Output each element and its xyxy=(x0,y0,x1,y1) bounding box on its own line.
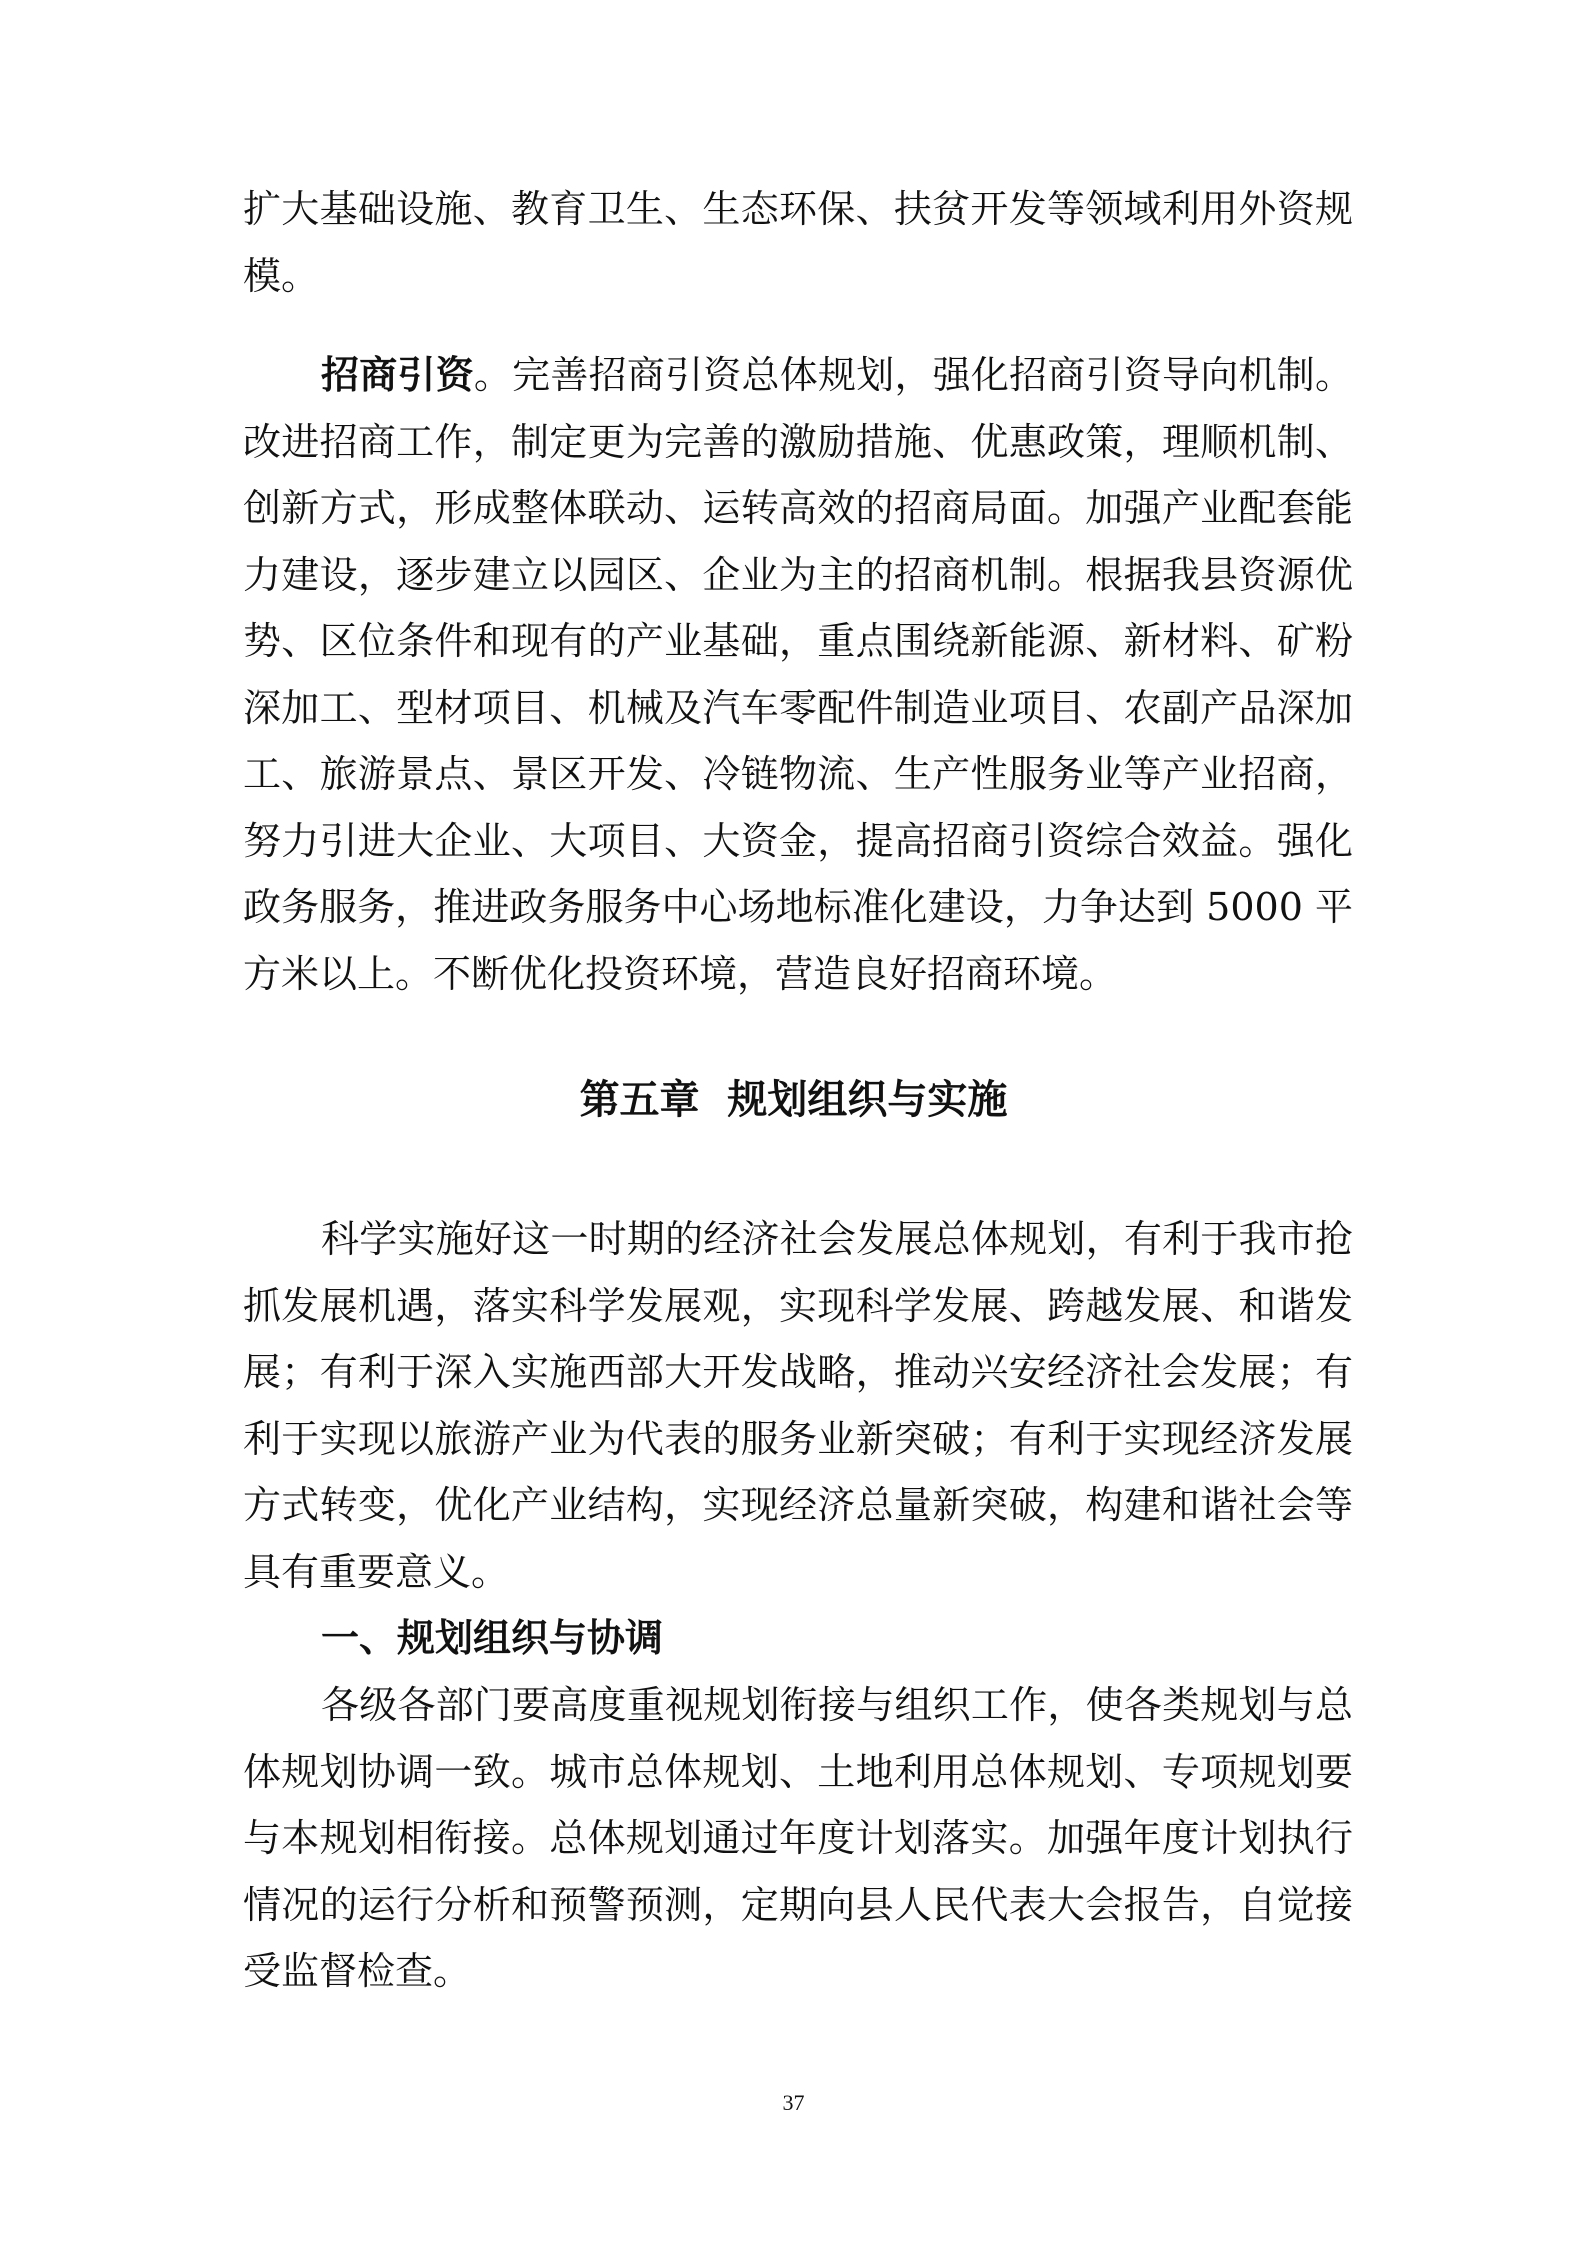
investment-lead: 招商引资 xyxy=(321,352,474,397)
page-number: 37 xyxy=(782,2090,805,2115)
investment-paragraph xyxy=(243,342,1353,1007)
chapter-title: 第五章 规划组织与实施 xyxy=(579,1076,1008,1123)
continued-paragraph: 扩大基础设施、教育卫生、生态环保、扶贫开发等领域利用外资规模。 xyxy=(243,187,1353,298)
investment-text: 。完善招商引资总体规划，强化招商引资导向机制。改进招商工作，制定更为完善的激励措施、优惠政策，理顺机制、创新方式，形成整体联动、运转高效的招商局面。加强产业配套能力建设，逐步建立以园区、企业为主的招商机制。根据我县资源优势、区位条件和现有的产业基础，重点围绕新能源、新材料、矿粉深加工、型材项目、机械及汽车零配件制造业项目、农副产品深加工、旅游景点、景区开发、冷链物流、生产性服务业等产业招商，努力引进大企业、大项目、大资金，提高招商引资综合效益。强化政务服务，推进政务服务中心场地标准化建设，力争达到 5000 平方米以上。不断优化投资环境，营造良好招商环境。 xyxy=(243,353,1353,996)
section-heading: 一、规划组织与协调 xyxy=(321,1615,664,1660)
section-paragraph: 各级各部门要高度重视规划衔接与组织工作，使各类规划与总体规划协调一致。城市总体规划、土地利用总体规划、专项规划要与本规划相衔接。总体规划通过年度计划落实。加强年度计划执行情况的运行分析和预警预测，定期向县人民代表大会报告，自觉接受监督检查。 xyxy=(243,1683,1353,1993)
chapter-intro-paragraph: 科学实施好这一时期的经济社会发展总体规划，有利于我市抢抓发展机遇，落实科学发展观，实现科学发展、跨越发展、和谐发展；有利于深入实施西部大开发战略，推动兴安经济社会发展；有利于实现以旅游产业为代表的服务业新突破；有利于实现经济发展方式转变，优化产业结构，实现经济总量新突破，构建和谐社会等具有重要意义。 xyxy=(243,1217,1353,1594)
